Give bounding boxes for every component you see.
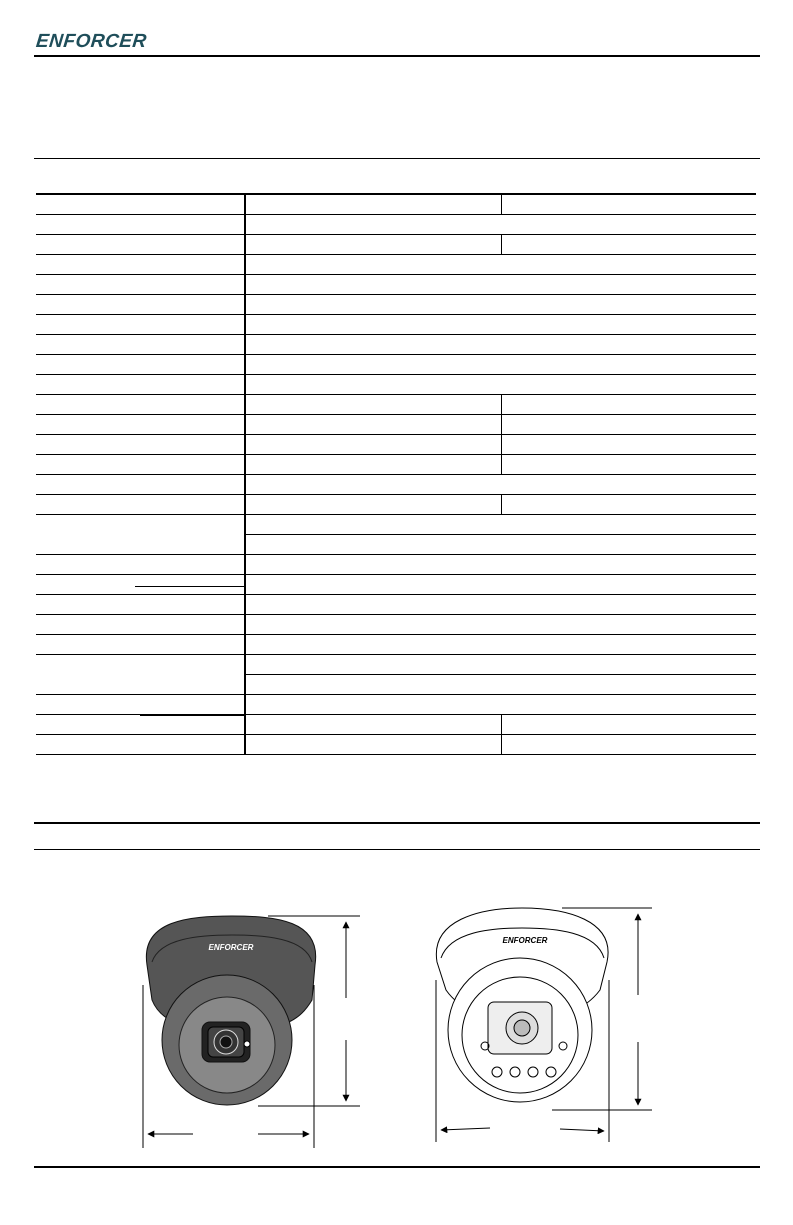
spec-row	[36, 354, 756, 374]
spec-label-cell	[36, 714, 245, 734]
spec-label-cell	[36, 474, 245, 494]
spec-label-cell	[36, 554, 245, 574]
header-rule	[34, 55, 760, 57]
spec-row	[36, 674, 756, 694]
spec-row	[36, 454, 756, 474]
spec-value-cell	[245, 274, 756, 294]
spec-value-cell	[245, 534, 756, 554]
spec-row	[36, 474, 756, 494]
spec-value-cell	[501, 234, 756, 254]
dome-camera-drawing-right	[436, 908, 608, 1102]
spec-row	[36, 714, 756, 734]
spec-row	[36, 634, 756, 654]
spec-label-cell	[36, 194, 245, 214]
spec-label-cell	[36, 494, 245, 514]
spec-label-cell	[36, 314, 245, 334]
spec-label-cell	[36, 274, 245, 294]
brand-logo: ENFORCER	[34, 31, 148, 52]
left-camera-logo: ENFORCER	[208, 943, 254, 952]
spec-label-cell	[36, 514, 245, 534]
sub-row-rule	[140, 715, 244, 716]
spec-row	[36, 414, 756, 434]
spec-label-cell	[36, 734, 245, 754]
spec-row	[36, 254, 756, 274]
spec-label-cell	[36, 594, 245, 614]
spec-value-cell	[245, 454, 501, 474]
spec-value-cell	[501, 734, 756, 754]
section-rule-bottom	[34, 849, 760, 850]
spec-value-cell	[245, 234, 501, 254]
spec-label-cell	[36, 254, 245, 274]
spec-value-cell	[245, 214, 756, 234]
sub-row-rule	[135, 586, 244, 587]
spec-row	[36, 294, 756, 314]
spec-row	[36, 494, 756, 514]
spec-label-cell	[36, 454, 245, 474]
right-camera-logo: ENFORCER	[502, 936, 548, 945]
table-bottom-rule	[34, 822, 760, 824]
dome-camera-drawing-left	[146, 916, 315, 1105]
spec-value-cell	[501, 494, 756, 514]
spec-value-cell	[245, 514, 756, 534]
spec-value-cell	[245, 354, 756, 374]
spec-label-cell	[36, 294, 245, 314]
spec-value-cell	[245, 714, 501, 734]
spec-value-cell	[245, 434, 501, 454]
spec-label-cell	[36, 694, 245, 714]
spec-row	[36, 534, 756, 554]
footer-rule	[34, 1166, 760, 1168]
spec-label-cell	[36, 654, 245, 674]
spec-label-cell	[36, 334, 245, 354]
spec-row	[36, 574, 756, 594]
section-rule-top	[34, 158, 760, 159]
dimension-drawings	[0, 880, 793, 1160]
spec-value-cell	[245, 734, 501, 754]
spec-row	[36, 314, 756, 334]
spec-row	[36, 194, 756, 214]
spec-value-cell	[501, 194, 756, 214]
spec-label-cell	[36, 434, 245, 454]
spec-row	[36, 374, 756, 394]
spec-value-cell	[245, 394, 501, 414]
spec-value-cell	[245, 674, 756, 694]
spec-value-cell	[245, 474, 756, 494]
spec-row	[36, 694, 756, 714]
spec-value-cell	[501, 454, 756, 474]
spec-label-cell	[36, 574, 245, 594]
spec-value-cell	[245, 554, 756, 574]
spec-label-cell	[36, 374, 245, 394]
spec-value-cell	[245, 694, 756, 714]
spec-row	[36, 234, 756, 254]
spec-row	[36, 594, 756, 614]
spec-row	[36, 334, 756, 354]
spec-value-cell	[501, 414, 756, 434]
spec-row	[36, 554, 756, 574]
spec-label-cell	[36, 214, 245, 234]
spec-row	[36, 734, 756, 754]
spec-value-cell	[245, 194, 501, 214]
spec-row	[36, 394, 756, 414]
spec-value-cell	[245, 254, 756, 274]
spec-value-cell	[245, 634, 756, 654]
spec-value-cell	[245, 654, 756, 674]
spec-value-cell	[245, 594, 756, 614]
spec-label-cell	[36, 414, 245, 434]
spec-value-cell	[245, 294, 756, 314]
spec-value-cell	[245, 614, 756, 634]
spec-label-cell	[36, 634, 245, 654]
spec-label-cell	[36, 234, 245, 254]
spec-value-cell	[245, 494, 501, 514]
spec-value-cell	[245, 314, 756, 334]
spec-label-cell	[36, 614, 245, 634]
spec-row	[36, 274, 756, 294]
spec-value-cell	[245, 414, 501, 434]
spec-value-cell	[245, 374, 756, 394]
spec-value-cell	[501, 714, 756, 734]
spec-row	[36, 514, 756, 534]
spec-value-cell	[245, 574, 756, 594]
spec-value-cell	[245, 334, 756, 354]
spec-label-cell	[36, 394, 245, 414]
spec-row	[36, 654, 756, 674]
spec-label-cell	[36, 354, 245, 374]
spec-value-cell	[501, 394, 756, 414]
spec-row	[36, 214, 756, 234]
spec-label-cell	[36, 674, 245, 694]
spec-label-cell	[36, 534, 245, 554]
spec-value-cell	[501, 434, 756, 454]
spec-row	[36, 614, 756, 634]
spec-table	[36, 193, 756, 755]
spec-row	[36, 434, 756, 454]
